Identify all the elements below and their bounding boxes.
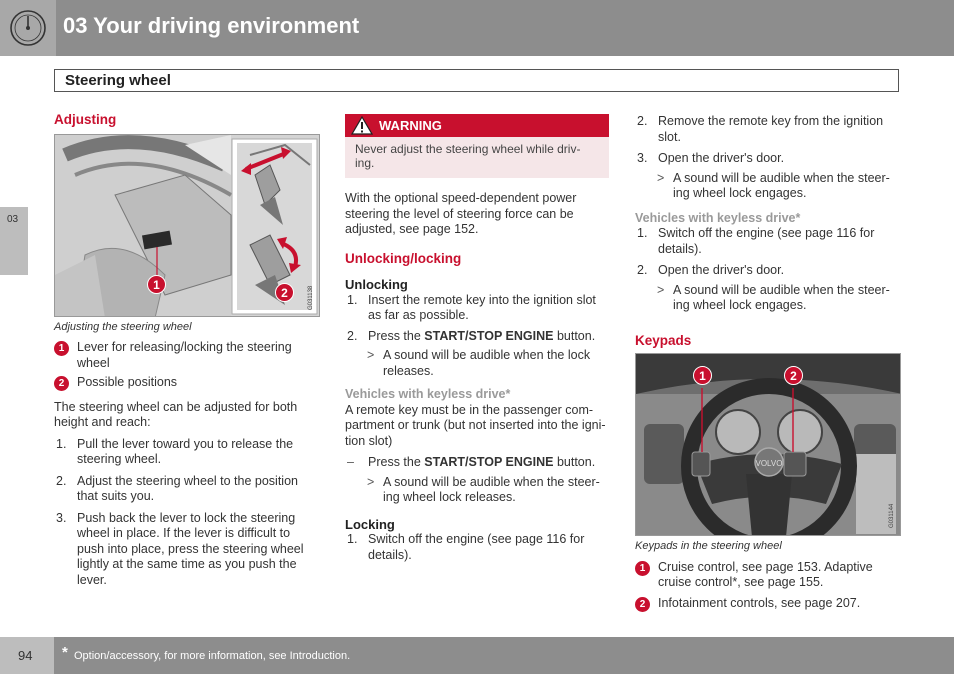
step-text: Switch off the engine (see page 116 for details). — [368, 532, 585, 562]
speedometer-icon — [0, 0, 56, 56]
column-3 — [635, 114, 901, 611]
step-text-post: button. — [553, 328, 596, 343]
button-name: START/STOP ENGINE — [424, 328, 554, 343]
step-item — [345, 455, 609, 471]
step-text: Insert the remote key into the ignition slot as far as possible. — [368, 292, 596, 322]
step-text: Pull the lever toward you to release the steering wheel. — [77, 436, 294, 466]
figure-caption: Keypads in the steering wheel — [635, 540, 782, 552]
footer-note-bar — [54, 637, 954, 674]
step-number: 1. — [347, 532, 358, 546]
adjusting-intro: The steering wheel can be adjusted for both height and reach: — [54, 399, 298, 429]
chapter-title: 03 Your driving environment — [63, 13, 360, 38]
figure-callout-2: 2 — [275, 283, 294, 302]
callout-text: Lever for releasing/locking the steering wheel — [77, 340, 292, 370]
keypads-figure — [635, 353, 901, 536]
step-item — [635, 114, 901, 145]
result-text: A sound will be audible when the steer-ing wheel lock engages. — [673, 282, 890, 312]
result-item — [635, 171, 901, 202]
warning-header — [345, 114, 609, 137]
footnote-star: * — [62, 644, 68, 661]
step-number: 3. — [56, 510, 67, 525]
result-text: A sound will be audible when the steer-ing wheel lock engages. — [673, 170, 890, 200]
step-number: 2. — [56, 473, 67, 488]
step-text-post: button. — [553, 455, 596, 469]
section-title: Steering wheel — [65, 72, 171, 89]
keyless-subheading: Vehicles with keyless drive* — [345, 387, 511, 401]
result-marker: > — [657, 170, 665, 185]
step-item — [54, 474, 320, 505]
step-item — [635, 151, 901, 167]
warning-text: Never adjust the steering wheel while driv-ing. — [355, 142, 581, 170]
step-item — [635, 263, 901, 279]
keyless-text: A remote key must be in the passenger com-partment or trunk (but not inserted into the igni-tion slot) — [345, 402, 606, 448]
result-text: A sound will be audible when the lock releases. — [383, 348, 591, 378]
step-number: 2. — [637, 263, 648, 277]
chapter-side-tab[interactable] — [0, 207, 28, 275]
callout-item — [54, 375, 320, 391]
callout-number: 2 — [635, 597, 650, 612]
step-item — [635, 226, 901, 257]
svg-text:VOLVO: VOLVO — [755, 459, 783, 468]
step-text: Push back the lever to lock the steering wheel in place. If the lever is difficult to push into place, press the steering wheel lightly at the same time as you push the lever. — [77, 510, 304, 587]
step-text: Switch off the engine (see page 116 for details). — [658, 226, 875, 256]
callout-item — [635, 560, 901, 591]
result-item — [635, 283, 901, 314]
chapter-side-tab-label: 03 — [7, 214, 19, 225]
step-item — [54, 437, 320, 468]
adjusting-figure — [54, 134, 320, 317]
step-number: 2. — [637, 114, 648, 128]
chapter-icon-box — [0, 0, 56, 56]
warning-box — [345, 114, 609, 178]
figure-code: G031144 — [889, 503, 895, 528]
column-2 — [345, 114, 609, 563]
result-marker: > — [367, 474, 375, 489]
step-number: 2. — [347, 328, 358, 343]
step-number: 3. — [637, 151, 648, 165]
callout-number: 1 — [635, 561, 650, 576]
step-text-pre: Press the — [368, 328, 425, 343]
figure-callout-2: 2 — [784, 366, 803, 385]
result-item — [345, 348, 609, 379]
step-number: 1. — [637, 226, 648, 240]
page-header — [0, 0, 954, 56]
button-name: START/STOP ENGINE — [424, 455, 554, 469]
keyless-subheading: Vehicles with keyless drive* — [635, 210, 801, 225]
callout-text: Cruise control, see page 153. Adaptive cruise control*, see page 155. — [658, 559, 873, 589]
step-text: Remove the remote key from the ignition slot. — [658, 114, 884, 144]
section-title-bar — [54, 69, 899, 92]
page-number-box — [0, 637, 54, 674]
result-marker: > — [657, 282, 665, 297]
power-steering-paragraph: With the optional speed-dependent power steering the level of steering force can be adjusted, see page 152. — [345, 191, 577, 236]
locking-subheading: Locking — [345, 516, 395, 532]
callout-number: 2 — [54, 376, 69, 391]
steering-wheel-illustration — [636, 354, 901, 536]
unlocking-locking-heading: Unlocking/locking — [345, 250, 462, 266]
step-number: 1. — [56, 436, 67, 451]
keypads-heading: Keypads — [635, 332, 692, 348]
step-item — [54, 511, 320, 589]
callout-item — [635, 596, 901, 612]
callout-number: 1 — [54, 341, 69, 356]
warning-title: WARNING — [379, 118, 442, 133]
page-number: 94 — [18, 648, 33, 663]
callout-text: Infotainment controls, see page 207. — [658, 595, 861, 610]
step-text: Open the driver's door. — [658, 151, 785, 165]
unlocking-subheading: Unlocking — [345, 277, 408, 292]
step-number: 1. — [347, 292, 358, 307]
callout-item — [54, 340, 320, 371]
step-item — [345, 329, 609, 345]
figure-callout-1: 1 — [147, 275, 166, 294]
callout-text: Possible positions — [77, 375, 178, 389]
figure-code: G031138 — [308, 285, 314, 310]
step-text: Adjust the steering wheel to the position that suits you. — [77, 473, 298, 503]
step-dash: – — [347, 455, 354, 469]
step-item — [345, 293, 609, 324]
step-text-pre: Press the — [368, 455, 425, 469]
result-item — [345, 475, 609, 506]
figure-callout-1: 1 — [693, 366, 712, 385]
column-1 — [54, 112, 320, 588]
figure-caption: Adjusting the steering wheel — [54, 320, 192, 333]
page-footer — [0, 637, 954, 674]
warning-triangle-icon — [351, 116, 373, 135]
footnote-text: Option/accessory, for more information, see Introduction. — [74, 650, 351, 662]
adjusting-heading: Adjusting — [54, 112, 117, 127]
result-marker: > — [367, 348, 375, 362]
result-text: A sound will be audible when the steer-ing wheel lock releases. — [383, 474, 600, 504]
step-item — [345, 532, 609, 563]
step-text: Open the driver's door. — [658, 263, 785, 277]
